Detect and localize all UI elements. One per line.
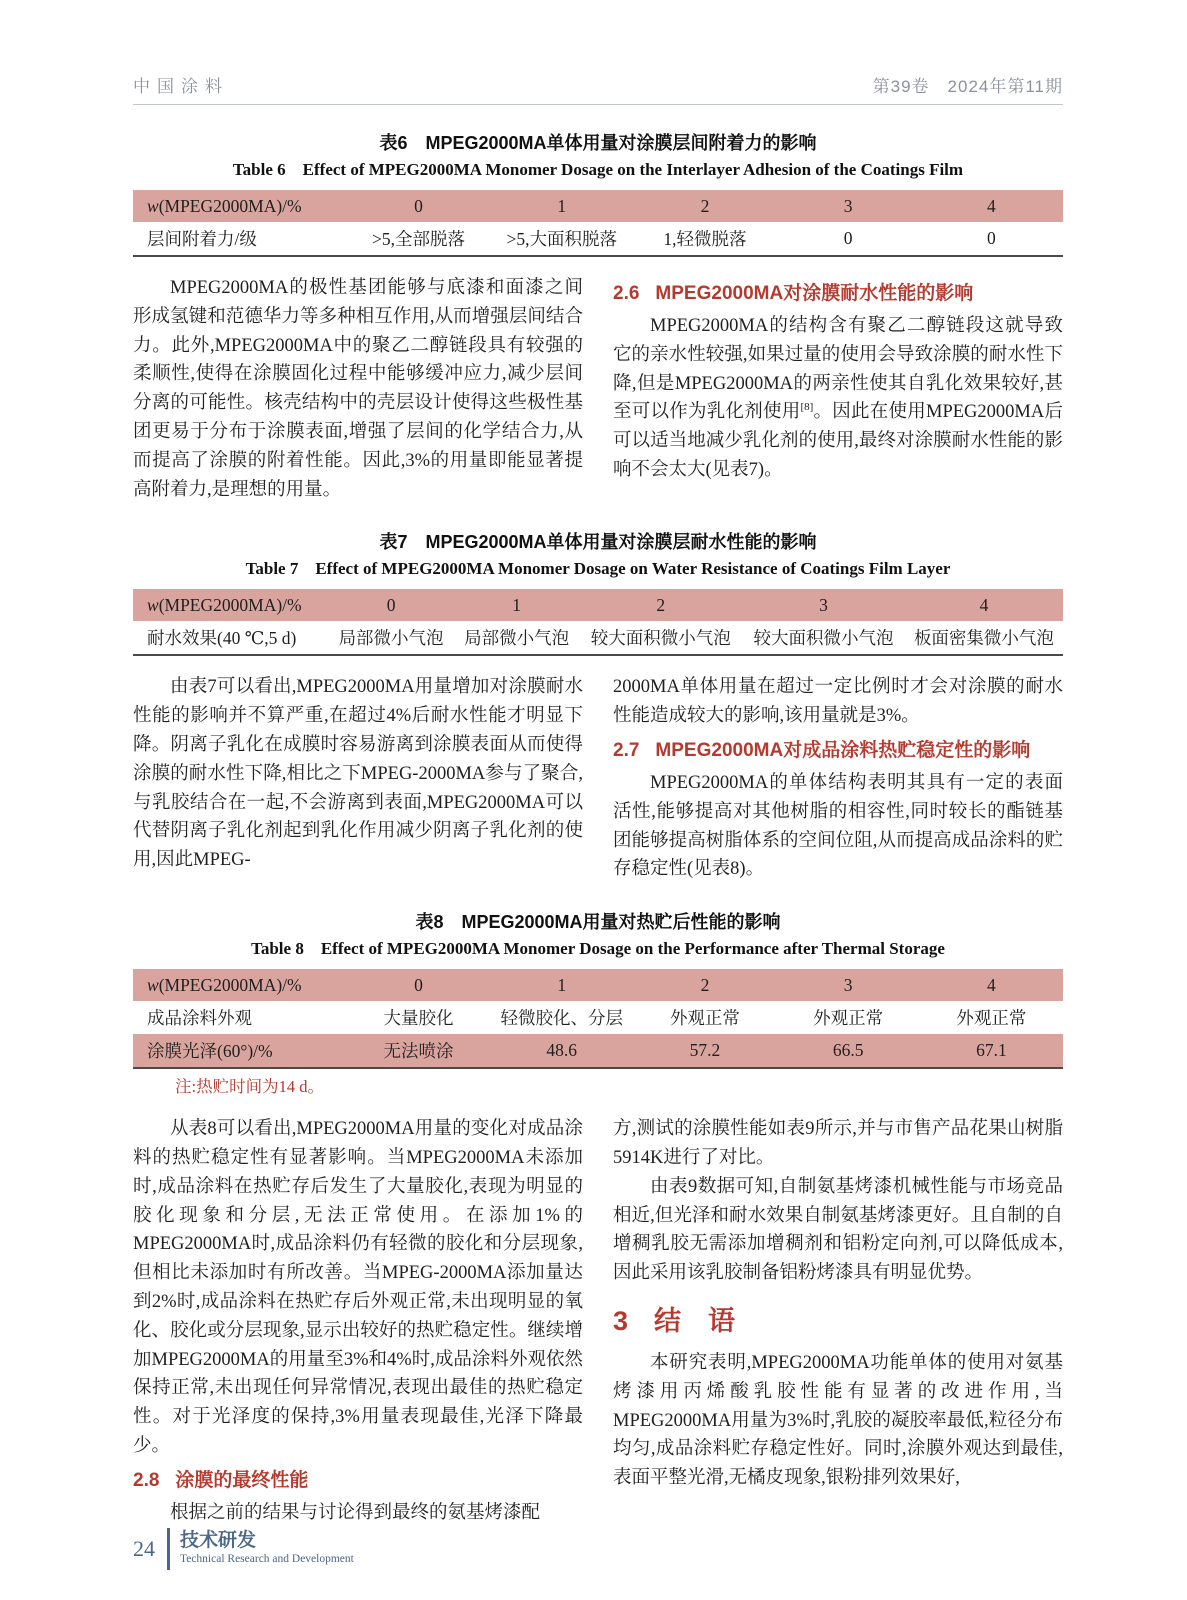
section-number: 2.8 — [133, 1469, 160, 1491]
right-column — [613, 274, 1063, 504]
table-cell: 57.2 — [689, 1040, 721, 1061]
table7-block — [133, 530, 1063, 656]
table-cell: 涂膜光泽(60°)/% — [147, 1041, 273, 1062]
body-paragraph — [613, 312, 1063, 485]
section-heading-3 — [613, 1302, 1063, 1340]
body-paragraph: 根据之前的结果与讨论得到最终的氨基烤漆配 — [170, 1502, 541, 1523]
left-column — [133, 673, 583, 884]
table-header-cell: 4 — [987, 974, 996, 995]
footer-section — [180, 1530, 354, 1567]
section-number: 3 — [613, 1305, 629, 1336]
table-cell: >5,全部脱落 — [372, 229, 465, 249]
table-header-cell: 0 — [414, 974, 423, 995]
section-title: 结 语 — [654, 1305, 736, 1336]
table-cell: 局部微小气泡 — [464, 628, 570, 649]
table-cell: 无法喷涂 — [383, 1041, 454, 1062]
table-header-cell: 1 — [512, 594, 521, 615]
table-header-label: (MPEG2000MA)/% — [158, 594, 302, 615]
table-cell: 耐水效果(40 ℃,5 d) — [147, 628, 297, 649]
table-row — [133, 621, 1063, 655]
table-cell: 1,轻微脱落 — [663, 229, 747, 249]
table-cell: >5,大面积脱落 — [506, 229, 617, 249]
table-cell: 成品涂料外观 — [147, 1008, 252, 1029]
right-column — [613, 1115, 1063, 1527]
text-columns-3 — [133, 1115, 1063, 1527]
footer-divider — [167, 1528, 170, 1570]
body-paragraph: MPEG2000MA的单体结构表明其具有一定的表面活性,能够提高对其他树脂的相容性,同时较长的酯链基团能够提高树脂体系的空间位阻,从而提高成品涂料的贮存稳定性(见表8)。 — [613, 772, 1063, 880]
section-title: MPEG2000MA对涂膜耐水性能的影响 — [655, 283, 974, 304]
left-column — [133, 274, 583, 504]
text-columns-2 — [133, 673, 1063, 884]
table-cell: 层间附着力/级 — [147, 229, 257, 249]
section-title: MPEG2000MA对成品涂料热贮稳定性的影响 — [655, 739, 1031, 761]
table-row — [133, 1034, 1063, 1068]
table-header-cell: 4 — [987, 195, 996, 216]
table6-title-en: Table 6 Effect of MPEG2000MA Monomer Dosage on the Interlayer Adhesion of the Coatings Film — [232, 160, 964, 179]
table-header-cell: 3 — [843, 195, 853, 216]
citation-ref: [8] — [800, 401, 814, 414]
right-column — [613, 673, 1063, 884]
table8-note: 注:热贮时间为14 d。 — [175, 1077, 324, 1097]
table8-title-zh: 表8 MPEG2000MA用量对热贮后性能的影响 — [415, 912, 781, 933]
page-footer — [133, 1528, 1063, 1570]
table-cell: 48.6 — [546, 1040, 578, 1061]
body-paragraph: 本研究表明,MPEG2000MA功能单体的使用对氨基烤漆用丙烯酸乳胶性能有显著的改进作用,当MPEG2000MA用量为3%时,乳胶的凝胶率最低,粒径分布均匀,成品涂料贮存稳定性好。同时,涂膜外观达到最佳,表面平整光滑,无橘皮现象,银粉排列效果好, — [613, 1352, 1063, 1489]
table-row — [133, 1001, 1063, 1034]
table-header-label: (MPEG2000MA)/% — [158, 195, 302, 216]
paragraph-text: 。因此在使用MPEG2000MA后可以适当地减少乳化剂的使用,最终对涂膜耐水性能的影响不会太大(见表7)。 — [613, 402, 1063, 480]
table-header-w: w — [147, 974, 159, 995]
body-paragraph: 由表9数据可知,自制氨基烤漆机械性能与市场竞品相近,但光泽和耐水效果自制氨基烤漆更好。且自制的自增稠乳胶无需添加增稠剂和铝粉定向剂,可以降低成本,因此采用该乳胶制备铝粉烤漆具有明显优势。 — [613, 1176, 1063, 1284]
footer-section-zh: 技术研发 — [180, 1530, 257, 1552]
table-header-cell: 3 — [843, 974, 853, 995]
body-paragraph: 方,测试的涂膜性能如表9所示,并与市售产品花果山树脂5914K进行了对比。 — [613, 1119, 1063, 1168]
page-number: 24 — [133, 1535, 155, 1561]
table-header-cell: 4 — [979, 594, 989, 615]
table-cell: 67.1 — [976, 1040, 1007, 1061]
table-cell: 66.5 — [832, 1040, 864, 1061]
section-heading-2-6 — [613, 279, 1063, 309]
table8-block — [133, 910, 1063, 1098]
table-header-cell — [133, 190, 347, 222]
table-header-w: w — [147, 594, 159, 615]
table6-block — [133, 131, 1063, 257]
table-cell: 较大面积微小气泡 — [590, 628, 731, 649]
left-column — [133, 1115, 583, 1527]
table8-header-row — [133, 969, 1063, 1001]
table-cell: 外观正常 — [669, 1008, 740, 1029]
issue-info: 第39卷 2024年第11期 — [872, 77, 1063, 96]
table7 — [133, 589, 1063, 656]
section-title: 涂膜的最终性能 — [175, 1469, 309, 1491]
table-cell: 局部微小气泡 — [338, 628, 444, 649]
body-paragraph: 2000MA单体用量在超过一定比例时才会对涂膜的耐水性能造成较大的影响,该用量就是3%。 — [613, 677, 1063, 727]
table-header-cell: 0 — [386, 594, 396, 615]
table8-title-en: Table 8 Effect of MPEG2000MA Monomer Dosage on the Performance after Thermal Storage — [251, 939, 945, 959]
journal-name: 中国涂料 — [133, 77, 229, 96]
table-cell: 0 — [987, 228, 996, 248]
table-header-cell: 3 — [819, 594, 828, 615]
table-header-cell — [133, 969, 347, 1001]
table-header-cell: 0 — [414, 195, 423, 216]
table-cell: 大量胶化 — [383, 1008, 454, 1029]
table-cell: 外观正常 — [956, 1008, 1027, 1029]
paragraph-text: MPEG2000MA的结构含有聚乙二醇链段这就导致它的亲水性较强,如果过量的使用会导致涂膜的耐水性下降,但是MPEG2000MA的两亲性使其自乳化效果较好,甚至可以作为乳化剂使用 — [613, 316, 1063, 423]
running-head — [133, 72, 1063, 105]
table-header-cell — [133, 589, 328, 621]
table-cell: 较大面积微小气泡 — [753, 628, 894, 649]
table-cell: 轻微胶化、分层 — [500, 1008, 623, 1029]
table-cell: 外观正常 — [813, 1008, 884, 1029]
table-cell: 板面密集微小气泡 — [913, 628, 1054, 649]
table-header-cell: 2 — [700, 195, 710, 216]
section-number: 2.6 — [613, 283, 640, 304]
section-number: 2.7 — [613, 739, 640, 761]
table7-title-en: Table 7 Effect of MPEG2000MA Monomer Dosage on Water Resistance of Coatings Film Layer — [245, 559, 951, 579]
body-paragraph: 从表8可以看出,MPEG2000MA用量的变化对成品涂料的热贮稳定性有显著影响。当MPEG2000MA未添加时,成品涂料在热贮存后发生了大量胶化,表现为明显的胶化现象和分层,无法正常使用。在添加1%的MPEG2000MA时,成品涂料仍有轻微的胶化和分层现象,但相比未添加时有所改善。当MPEG-2000MA添加量达到2%时,成品涂料在热贮存后外观正常,未出现明显的氧化、胶化或分层现象,显示出较好的热贮稳定性。继续增加MPEG2000MA的用量至3%和4%时,成品涂料外观依然保持正常,未出现任何异常情况,表现出最佳的热贮稳定性。对于光泽度的保持,3%用量表现最佳,光泽下降最少。 — [133, 1119, 583, 1456]
section-heading-2-7 — [613, 736, 1063, 766]
body-paragraph: 由表7可以看出,MPEG2000MA用量增加对涂膜耐水性能的影响并不算严重,在超过4%后耐水性能才明显下降。阴离子乳化在成膜时容易游离到涂膜表面从而使得涂膜的耐水性下降,相比之下MPEG-2000MA参与了聚合,与乳胶结合在一起,不会游离到表面,MPEG2000MA可以代替阴离子乳化剂起到乳化作用减少阴离子乳化剂的使用,因此MPEG- — [133, 677, 583, 871]
table7-header-row — [133, 589, 1063, 621]
table-header-cell: 2 — [656, 594, 666, 615]
table-header-w: w — [147, 195, 159, 216]
body-paragraph: MPEG2000MA的极性基团能够与底漆和面漆之间形成氢键和范德华力等多种相互作用,从而增强层间结合力。此外,MPEG2000MA中的聚乙二醇链段具有较强的柔顺性,使得在涂膜固化过程中能够缓冲应力,减少层间分离的可能性。核壳结构中的壳层设计使得这些极性基团更易于分布于涂膜表面,增强了层间的化学结合力,从而提高了涂膜的附着性能。因此,3%的用量即能显著提高附着力,是理想的用量。 — [133, 278, 583, 500]
table8 — [133, 969, 1063, 1069]
text-columns-1 — [133, 274, 1063, 504]
table6-header-row — [133, 190, 1063, 222]
table-row — [133, 222, 1063, 256]
table6 — [133, 190, 1063, 257]
section-heading-2-8 — [133, 1466, 583, 1496]
table-header-cell: 2 — [700, 974, 710, 995]
footer-section-en: Technical Research and Development — [180, 1553, 354, 1566]
table6-title-zh: 表6 MPEG2000MA单体用量对涂膜层间附着力的影响 — [379, 133, 817, 153]
table7-title-zh: 表7 MPEG2000MA单体用量对涂膜层耐水性能的影响 — [379, 532, 817, 553]
table-header-cell: 1 — [557, 195, 567, 216]
table-header-label: (MPEG2000MA)/% — [158, 974, 302, 995]
table-header-cell: 1 — [557, 974, 567, 995]
table-cell: 0 — [843, 228, 853, 248]
